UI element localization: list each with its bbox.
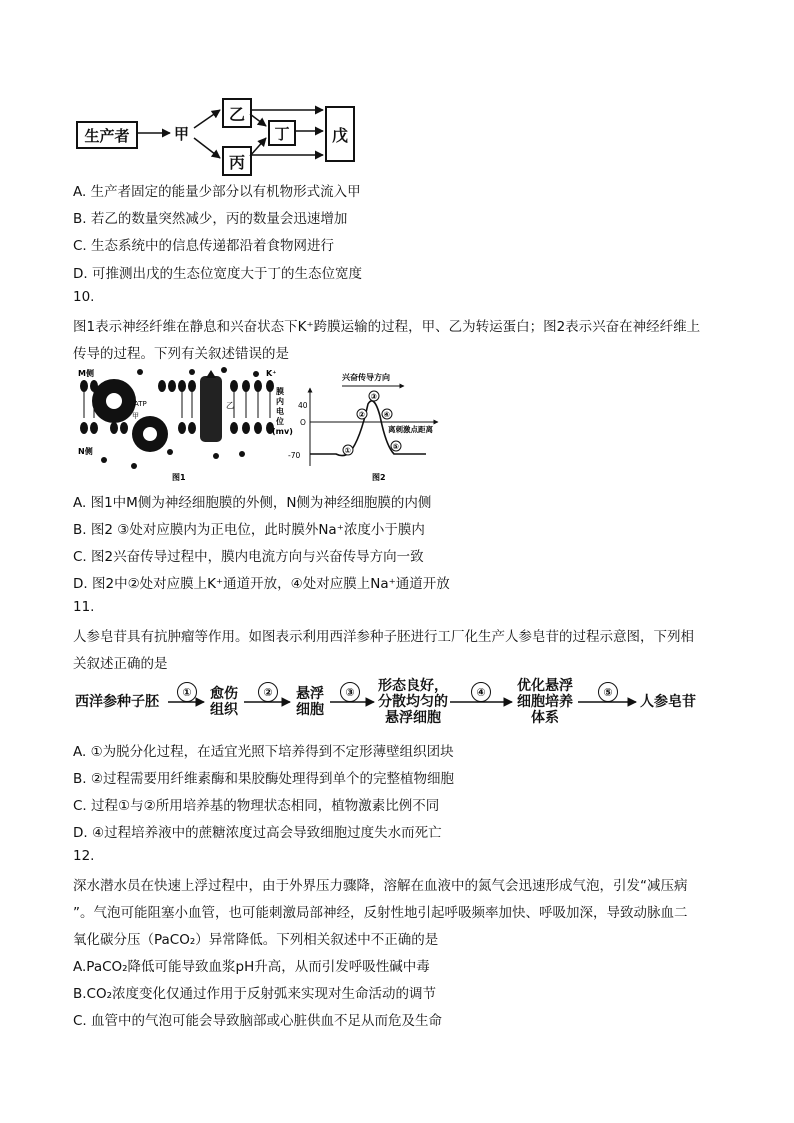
arrow-bing-ding bbox=[250, 138, 266, 156]
svg-text:②: ② bbox=[358, 410, 365, 419]
q12-stem-line1: 深水潜水员在快速上浮过程中，由于外界压力骤降，溶解在血液中的氮气会迅速形成气泡，引发“减压病 bbox=[73, 878, 688, 894]
q10-stem-line1: 图1表示神经纤维在静息和兴奋状态下K⁺跨膜运输的过程，甲、乙为转运蛋白；图2表示兴奋在神经纤维上 bbox=[73, 319, 701, 335]
q11-stem-line1: 人参皂苷具有抗肿瘤等作用。如图表示利用西洋参种子胚进行工厂化生产人参皂苷的过程示意图，下列相 bbox=[73, 629, 694, 645]
q10-stem-line2: 传导的过程。下列有关叙述错误的是 bbox=[73, 346, 289, 362]
fig1-n-side: N侧 bbox=[78, 447, 93, 456]
q11-stem-line2: 关叙述正确的是 bbox=[73, 656, 168, 672]
flow-start: 西洋参种子胚 bbox=[75, 694, 159, 710]
flow-step-3: ③ bbox=[340, 682, 360, 702]
producer-box: 生产者 bbox=[76, 121, 138, 149]
fig2-point-markers bbox=[343, 391, 401, 455]
q10-option-a: A. 图1中M侧为神经细胞膜的外侧，N侧为神经细胞膜的内侧 bbox=[73, 495, 432, 511]
q11-option-b: B. ②过程需要用纤维素酶和果胶酶处理得到单个的完整植物细胞 bbox=[73, 771, 454, 787]
fig1-atp-label: ATP bbox=[134, 400, 147, 408]
svg-text:①: ① bbox=[344, 446, 351, 455]
q9-option-d: D. 可推测出戊的生态位宽度大于丁的生态位宽度 bbox=[73, 266, 362, 282]
node-ding-box: 丁 bbox=[268, 120, 296, 146]
arrow-jia-yi bbox=[194, 110, 220, 128]
fig2-tick-40: 40 bbox=[298, 401, 308, 410]
transport-protein-jia bbox=[92, 379, 168, 452]
arrow-jia-bing bbox=[194, 138, 220, 158]
fig1-k-ion-label: K⁺ bbox=[266, 369, 277, 378]
q12-option-c: C. 血管中的气泡可能会导致脑部或心脏供血不足从而危及生命 bbox=[73, 1013, 443, 1029]
svg-text:③: ③ bbox=[370, 392, 377, 401]
flow-step-1: ① bbox=[177, 682, 197, 702]
fig1-jia-label: 甲 bbox=[132, 412, 139, 420]
flow-step-4: ④ bbox=[471, 682, 491, 702]
q11-option-a: A. ①为脱分化过程，在适宜光照下培养得到不定形薄壁组织团块 bbox=[73, 744, 454, 760]
flow-step-5: ⑤ bbox=[598, 682, 618, 702]
transport-protein-yi bbox=[200, 370, 222, 442]
q9-option-b: B. 若乙的数量突然减少，丙的数量会迅速增加 bbox=[73, 211, 348, 227]
node-bing-box: 丙 bbox=[222, 146, 252, 176]
food-web-arrows bbox=[0, 0, 794, 200]
flow-good-cells: 形态良好，分散均匀的悬浮细胞 bbox=[378, 678, 448, 726]
fig1-yi-label: 乙 bbox=[226, 401, 234, 410]
q12-option-a: A.PaCO₂降低可能导致血浆pH升高，从而引发呼吸性碱中毒 bbox=[73, 959, 430, 975]
fig2-caption: 图2 bbox=[372, 473, 386, 482]
fig2-xlabel: 离刺激点距离 bbox=[388, 425, 433, 434]
q12-option-b: B.CO₂浓度变化仅通过作用于反射弧来实现对生命活动的调节 bbox=[73, 986, 437, 1002]
arrow-yi-ding bbox=[250, 114, 266, 126]
svg-text:⑤: ⑤ bbox=[392, 442, 399, 451]
q10-option-d: D. 图2中②处对应膜上K⁺通道开放，④处对应膜上Na⁺通道开放 bbox=[73, 576, 450, 592]
flow-suspension-cells: 悬浮细胞 bbox=[296, 686, 324, 718]
q11-option-c: C. 过程①与②所用培养基的物理状态相同，植物激素比例不同 bbox=[73, 798, 440, 814]
q10-figure1 bbox=[74, 366, 284, 484]
q10-option-b: B. 图2 ③处对应膜内为正电位，此时膜外Na⁺浓度小于膜内 bbox=[73, 522, 425, 538]
q12-number: 12. bbox=[73, 848, 95, 864]
q10-number: 10. bbox=[73, 289, 95, 305]
membrane-lipid-heads-bottom bbox=[80, 422, 274, 434]
q9-option-c: C. 生态系统中的信息传递都沿着食物网进行 bbox=[73, 238, 335, 254]
node-yi-box: 乙 bbox=[222, 98, 252, 128]
flow-optimized-system: 优化悬浮细胞培养体系 bbox=[517, 678, 573, 726]
svg-text:④: ④ bbox=[383, 410, 390, 419]
q12-stem-line2: ”。气泡可能阻塞小血管，也可能刺激局部神经，反射性地引起呼吸频率加快、呼吸加深，导致动脉血二 bbox=[73, 905, 688, 921]
fig2-ylabel: 膜内电位(mv) bbox=[272, 387, 293, 436]
q10-figure2 bbox=[270, 366, 440, 484]
q9-option-a: A. 生产者固定的能量少部分以有机物形式流入甲 bbox=[73, 184, 361, 200]
fig2-tick-70: -70 bbox=[288, 451, 301, 460]
q10-option-c: C. 图2兴奋传导过程中，膜内电流方向与兴奋传导方向一致 bbox=[73, 549, 424, 565]
fig1-m-side: M侧 bbox=[78, 369, 94, 378]
q11-number: 11. bbox=[73, 599, 95, 615]
flow-step-2: ② bbox=[258, 682, 278, 702]
flow-end: 人参皂苷 bbox=[640, 694, 696, 710]
q12-stem-line3: 氧化碳分压（PaCO₂）异常降低。下列相关叙述中不正确的是 bbox=[73, 932, 439, 948]
fig2-title: 兴奋传导方向 bbox=[342, 373, 390, 382]
fig2-tick-0: O bbox=[300, 418, 306, 427]
q11-option-d: D. ④过程培养液中的蔗糖浓度过高会导致细胞过度失水而死亡 bbox=[73, 825, 442, 841]
fig1-caption: 图1 bbox=[172, 473, 186, 482]
node-wu-box: 戊 bbox=[325, 106, 355, 162]
flow-callus: 愈伤组织 bbox=[210, 686, 238, 718]
node-jia: 甲 bbox=[174, 125, 190, 143]
